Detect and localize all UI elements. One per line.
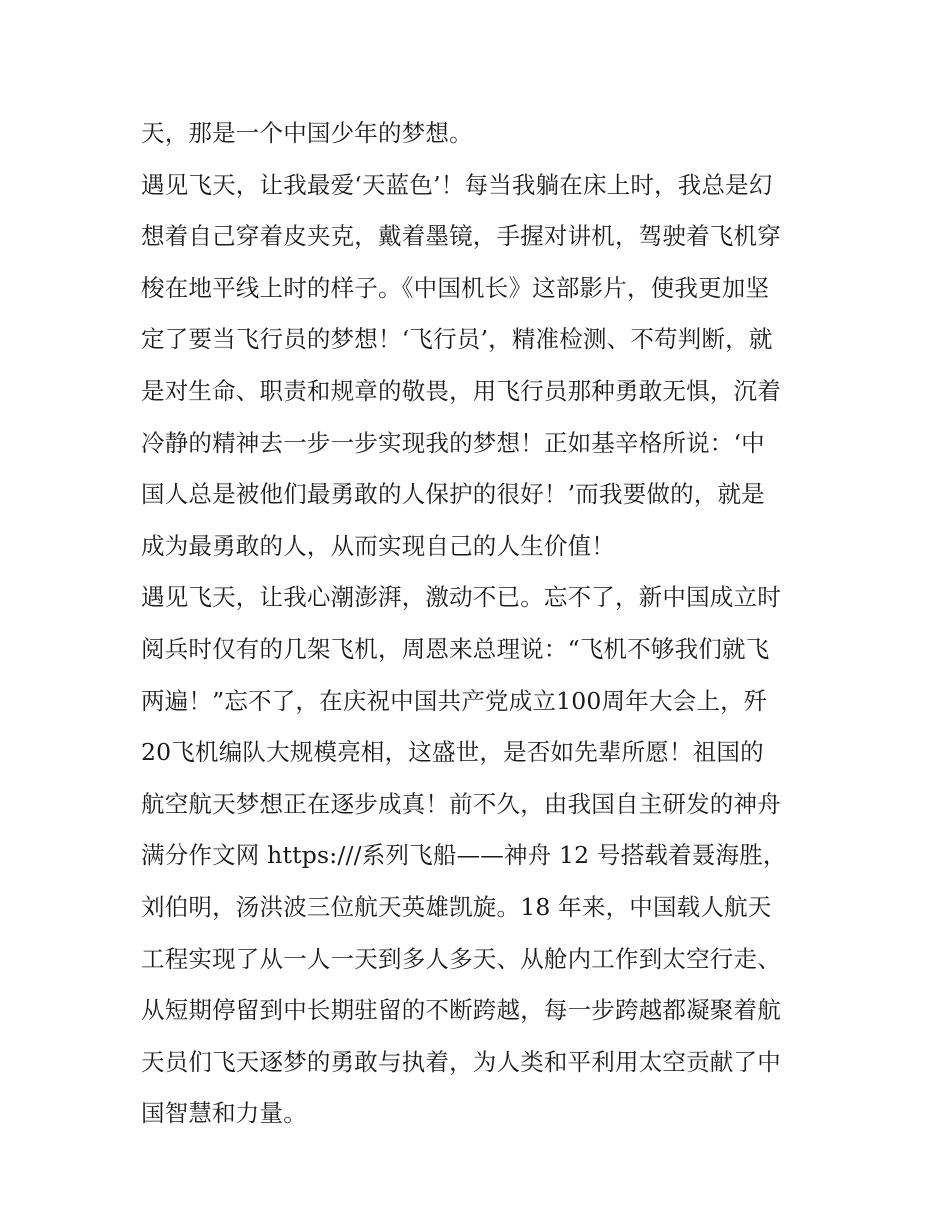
text-line: 刘伯明，汤洪波三位航天英雄凯旋。18 年来，中国载人航天 [141,892,772,921]
text-line: 从短期停留到中长期驻留的不断跨越，每一步跨越都凝聚着航 [141,996,781,1025]
text-line: 是对生命、职责和规章的敬畏，用飞行员那种勇敢无惧，沉着 [141,376,781,405]
text-line: 遇见飞天，让我心潮澎湃，激动不已。忘不了，新中国成立时 [141,583,781,612]
text-line: 满分作文网 https:///系列飞船——神舟 12 号搭载着聂海胜， [141,841,787,870]
text-line: 遇见飞天，让我最爱‘天蓝色’！每当我躺在床上时，我总是幻 [141,170,773,199]
text-line: 工程实现了从一人一天到多人多天、从舱内工作到太空行走、 [141,944,781,973]
text-line: 阅兵时仅有的几架飞机，周恩来总理说：“飞机不够我们就飞 [141,634,770,663]
text-line: 天，那是一个中国少年的梦想。 [141,119,473,147]
text-line: 国人总是被他们最勇敢的人保护的很好！’而我要做的，就是 [141,480,765,509]
text-line: 成为最勇敢的人，从而实现自己的人生价值！ [141,531,615,560]
text-line: 航空航天梦想正在逐步成真！前不久，由我国自主研发的神舟 [141,789,781,818]
text-line: 冷静的精神去一步一步实现我的梦想！正如基辛格所说：‘中 [141,428,765,457]
text-line: 定了要当飞行员的梦想！‘飞行员’，精准检测、不苟判断，就 [141,325,773,354]
essay-body [141,108,821,1140]
text-line: 梭在地平线上时的样子。《中国机长》这部影片，使我更加坚 [141,273,770,302]
text-line: 20飞机编队大规模亮相，这盛世，是否如先辈所愿！祖国的 [141,738,764,767]
text-line: 国智慧和力量。 [141,1099,307,1128]
text-line: 两遍！”忘不了，在庆祝中国共产党成立100周年大会上，歼 [141,686,768,715]
text-line: 天员们飞天逐梦的勇敢与执着，为人类和平利用太空贡献了中 [141,1047,781,1076]
text-line: 想着自己穿着皮夹克，戴着墨镜，手握对讲机，驾驶着飞机穿 [141,222,781,251]
